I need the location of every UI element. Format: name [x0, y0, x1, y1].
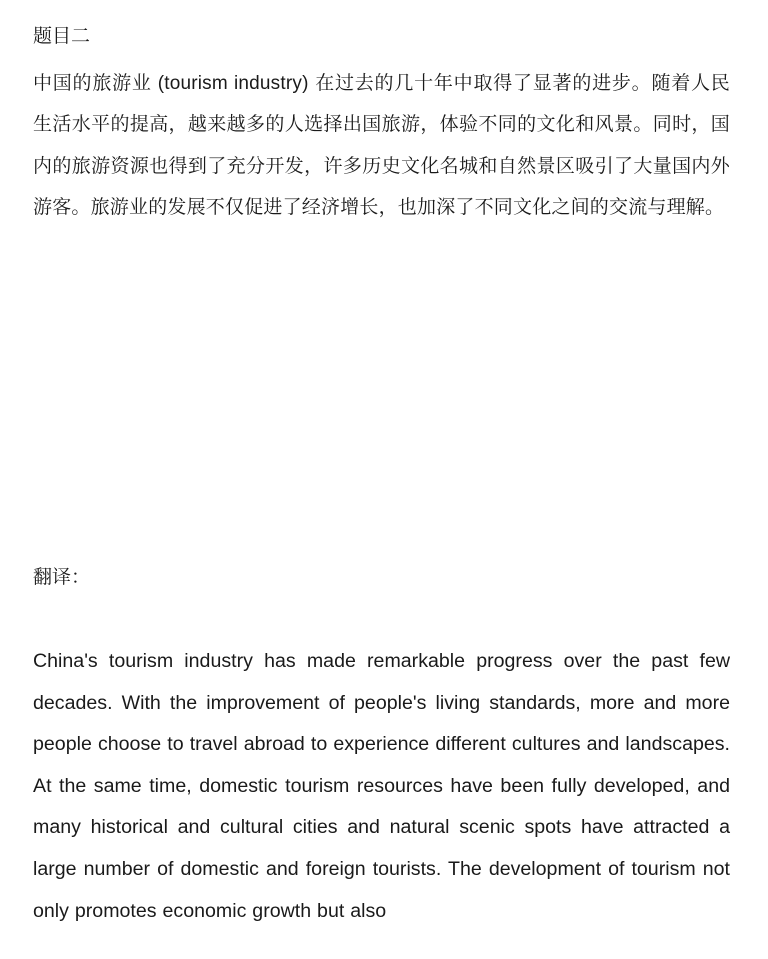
term-english: (tourism industry): [157, 73, 309, 94]
source-text-before: 中国的旅游业: [33, 72, 152, 94]
translation-paragraph: China's tourism industry has made remarkable progress over the past few decades. With the improvement of people's living standards, more and more people choose to travel abroad to experience different cultures and landscapes. At the same time, domestic tourism resources have been fully developed, and many historical and cultural cities and natural scenic spots have attracted a large number of domestic and foreign tourists. The development of tourism not only promotes economic growth but also: [33, 650, 730, 922]
source-text-after: 在过去的几十年中取得了显著的进步。随着人民生活水平的提高，越来越多的人选择出国旅游，体验不同的文化和风景。同时，国内的旅游资源也得到了充分开发，许多历史文化名城和自然景区吸引了大量国内外游客。旅游业的发展不仅促进了经济增长，也加深了不同文化之间的交流与理解。: [33, 72, 731, 218]
question-title: 题目二: [33, 25, 91, 47]
translation-label: 翻译：: [33, 566, 91, 588]
source-paragraph: [33, 63, 730, 228]
